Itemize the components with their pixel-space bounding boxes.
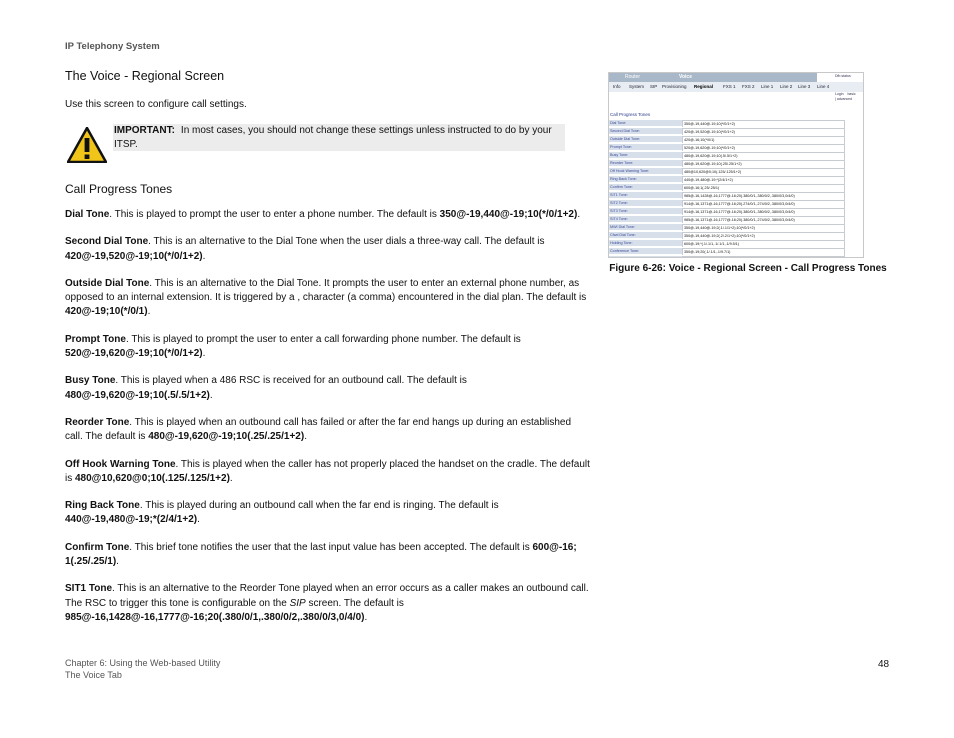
important-notice	[65, 124, 565, 162]
tone-description: . This is played during an outbound call when the far end is ringing. The default is	[139, 500, 499, 512]
tone-term: Reorder Tone	[65, 416, 130, 428]
figure-caption: Figure 6-26: Voice - Regional Screen - Call Progress Tones	[609, 263, 887, 274]
tone-term: Busy Tone	[65, 375, 116, 387]
tone-description: .	[116, 556, 119, 568]
intro-text: Use this screen to configure call settings.	[65, 99, 247, 110]
setting-input[interactable]: 350@-19,440@-19;2(.2/.2/1+2);10(*/0/1+2)	[682, 232, 845, 240]
subtab-line-4[interactable]: Line 4	[817, 84, 830, 89]
subtab-system[interactable]: System	[629, 84, 645, 89]
tone-paragraph	[65, 333, 590, 362]
tone-description: . This is played to prompt the user to enter a call forwarding phone number. The default is	[125, 333, 521, 345]
setting-label: Conference Tone:	[609, 248, 682, 254]
setting-label: Holding Tone:	[609, 240, 682, 246]
setting-input[interactable]: 440@-19,480@-19;*(2/4/1+2)	[682, 176, 845, 184]
setting-input[interactable]: 600@-19;*(.1/.1/1,.1/.1/1,.1/9.5/1)	[682, 240, 845, 248]
setting-label: Cfwd Dial Tone:	[609, 232, 682, 238]
tone-description: . This is an alternative to the Dial Tone. It prompts the user to enter an external phone number, as opposed to an internal extension. It is triggered by a , character (a comma) encountered in the dial plan. The default is	[65, 277, 587, 304]
tone-default: 480@-19,620@-19;10(.25/.25/1+2)	[148, 431, 305, 443]
setting-label: Confirm Tone:	[609, 184, 682, 190]
subtab-info[interactable]: Info	[613, 84, 621, 89]
tone-description: . This is played when the caller has not properly placed the handset on the cradle. The default is	[65, 458, 590, 484]
setting-label: Prompt Tone:	[609, 144, 682, 150]
settings-grid	[609, 119, 844, 258]
setting-row	[609, 239, 844, 247]
setting-input[interactable]: 350@-19;20(.1/.1/1,.1/9.7/1)	[682, 248, 845, 256]
tone-description: .	[197, 514, 200, 526]
setting-row	[609, 159, 844, 167]
tone-default: 440@-19,480@-19;*(2/4/1+2)	[65, 514, 198, 526]
footer-chapter: Chapter 6: Using the Web-based Utility	[65, 658, 221, 668]
notice-body: In most cases, you should not change these settings unless instructed to do by your ITSP.	[114, 125, 552, 150]
tone-paragraph	[65, 416, 590, 445]
tone-term: Dial Tone	[65, 209, 110, 220]
setting-row	[609, 151, 844, 159]
setting-label: Ring Back Tone:	[609, 176, 682, 182]
tone-description: . This is played when a 486 RSC is received for an outbound call. The default is	[115, 375, 467, 387]
screenshot-section-label: Call Progress Tones	[610, 112, 651, 117]
tone-description: . This is an alternative to the Dial Tone when the user dials a three-way call. The default is	[148, 236, 545, 248]
subtab-provisioning[interactable]: Provisioning	[662, 84, 687, 89]
tone-default: 350@-19,440@-19;10(*/0/1+2)	[439, 209, 578, 220]
subtab-sip[interactable]: SIP	[650, 84, 658, 89]
tone-paragraph	[65, 374, 590, 403]
setting-label: MWI Dial Tone:	[609, 224, 682, 230]
setting-input[interactable]: 480@-19,620@-19;10(.5/.5/1+2)	[682, 152, 845, 160]
setting-input[interactable]: 985@-16,1428@-16,1777@-16;20(.380/0/1,.380/0/2,.380/0/3,0/4/0)	[682, 192, 845, 200]
tone-paragraph	[65, 235, 590, 264]
subtab-line-2[interactable]: Line 2	[780, 84, 793, 89]
setting-label: Busy Tone:	[609, 152, 682, 158]
setting-input[interactable]: 350@-19,440@-19;2(.1/.1/1+2);10(*/0/1+2)	[682, 224, 845, 232]
tone-term: Confirm Tone	[65, 541, 130, 553]
tone-term: SIT1 Tone	[65, 583, 113, 595]
tone-default: 520@-19,620@-19;10(*/0/1+2)	[65, 348, 203, 360]
setting-row	[609, 223, 844, 231]
top-tab-bar	[609, 73, 817, 82]
tone-default: 420@-19,520@-19;10(*/0/1+2)	[65, 250, 203, 262]
setting-row	[609, 175, 844, 183]
tone-term: Outside Dial Tone	[65, 277, 150, 289]
subtab-fxs-1[interactable]: FXS 1	[723, 84, 736, 89]
setting-input[interactable]	[682, 256, 845, 258]
setting-row	[609, 215, 844, 223]
setting-label: Outside Dial Tone:	[609, 136, 682, 142]
setting-input[interactable]: 600@-16;1(.25/.25/1)	[682, 184, 845, 192]
setting-row	[609, 199, 844, 207]
tone-description: .	[209, 389, 213, 401]
subtab-line-1[interactable]: Line 1	[761, 84, 774, 89]
tone-default: 985@-16,1428@-16,1777@-16;20(.380/0/1,.380/0/2,.380/0/3,0/4/0)	[65, 611, 365, 623]
tone-descriptions	[65, 208, 590, 638]
tone-term: Off Hook Warning Tone	[65, 458, 176, 470]
tone-description: .	[229, 472, 233, 484]
tone-description: .	[202, 250, 206, 262]
tone-description: screen. The default is	[305, 597, 404, 609]
setting-row	[609, 183, 844, 191]
setting-label: Off Hook Warning Tone:	[609, 168, 682, 174]
tone-description: . This is played to prompt the user to enter a phone number. The default is	[109, 209, 440, 220]
setting-label	[609, 256, 682, 258]
setting-input[interactable]: 985@-16,1371@-16,1777@-16;20(.380/0/1,.274/0/2,.380/0/3,0/4/0)	[682, 216, 845, 224]
setting-label: Reorder Tone:	[609, 160, 682, 166]
tone-paragraph	[65, 499, 590, 528]
tone-term: Ring Back Tone	[65, 500, 140, 512]
tone-description: . This is an alternative to the Reorder Tone played when an error occurs as a caller makes an outbound call. The RSC to trigger this tone is configurable on the	[65, 583, 589, 609]
tone-description: .	[304, 431, 307, 443]
warning-icon	[67, 127, 107, 163]
setting-input[interactable]: 420@-16;10(*/0/1)	[682, 136, 845, 144]
setting-input[interactable]: 914@-16,1371@-16,1777@-16;20(.380/0/1,.380/0/2,.380/0/3,0/4/0)	[682, 208, 845, 216]
user-login-link[interactable]: Login basic	[835, 92, 856, 96]
advanced-link[interactable]: | advanced	[835, 96, 853, 101]
setting-input[interactable]: 914@-16,1371@-16,1777@-16;20(.274/0/1,.274/0/2,.380/0/3,0/4/0)	[682, 200, 845, 208]
setting-row	[609, 231, 844, 239]
tone-default: 600@-16; 1(.25/.25/1)	[65, 541, 577, 568]
section-heading: Call Progress Tones	[65, 182, 173, 196]
footer-section: The Voice Tab	[65, 669, 122, 680]
screen-reference: SIP	[289, 597, 306, 609]
tone-description: . This brief tone notifies the user that the last input value has been accepted. The default is	[129, 541, 533, 553]
notice-text	[114, 124, 562, 152]
tone-paragraph	[65, 208, 590, 222]
setting-row	[609, 167, 844, 175]
tone-description: . This is played when an outbound call has failed or after the far end hangs up during an established call. The default is	[65, 416, 572, 443]
tone-paragraph	[65, 458, 590, 487]
tone-description: .	[364, 611, 368, 623]
setting-label: SIT1 Tone:	[609, 192, 682, 198]
setting-row	[609, 207, 844, 215]
setting-input[interactable]: 480@10,620@0;10(.125/.125/1+2)	[682, 168, 845, 176]
setting-row	[609, 143, 844, 151]
setting-label: SIT2 Tone:	[609, 200, 682, 206]
tone-default: 480@10,620@0;10(.125/.125/1+2)	[75, 472, 230, 484]
tone-paragraph	[65, 277, 590, 320]
tone-paragraph	[65, 582, 590, 625]
setting-input[interactable]: 350@-19,440@-19;10(*/0/1+2)	[682, 120, 845, 128]
setting-label: SIT3 Tone:	[609, 208, 682, 214]
setting-input[interactable]: 520@-19,620@-19;10(*/0/1+2)	[682, 144, 845, 152]
tone-default: 420@-19;10(*/0/1)	[65, 306, 148, 318]
subtab-fxs-2[interactable]: FXS 2	[742, 84, 755, 89]
setting-row	[609, 191, 844, 199]
tone-default: 480@-19,620@-19;10(.5/.5/1+2)	[65, 389, 210, 401]
setting-row	[609, 119, 844, 127]
tone-paragraph	[65, 541, 590, 570]
running-header: IP Telephony System	[65, 41, 160, 52]
tone-term: Second Dial Tone	[65, 236, 149, 248]
tone-description: .	[147, 306, 151, 318]
footer	[65, 658, 220, 681]
tab-router[interactable]: Router	[625, 74, 641, 80]
setting-row	[609, 127, 844, 135]
dfb-status-link[interactable]: Dfb status	[835, 74, 851, 78]
subtab-regional[interactable]: Regional	[694, 84, 714, 89]
page-title: The Voice - Regional Screen	[65, 69, 225, 83]
setting-input[interactable]: 420@-19,520@-19;10(*/0/1+2)	[682, 128, 845, 136]
sub-tab-bar	[609, 82, 863, 92]
tone-term: Prompt Tone	[65, 333, 126, 345]
setting-row	[609, 255, 844, 258]
subtab-line-3[interactable]: Line 3	[798, 84, 811, 89]
screenshot-figure	[608, 72, 864, 258]
setting-input[interactable]: 480@-19,620@-19;10(.25/.25/1+2)	[682, 160, 845, 168]
tab-voice[interactable]: Voice	[679, 74, 692, 80]
setting-label: Dial Tone:	[609, 120, 682, 126]
tone-description: .	[202, 348, 206, 360]
page-number: 48	[878, 659, 890, 670]
setting-row	[609, 247, 844, 255]
notice-label: IMPORTANT:	[114, 125, 175, 136]
setting-label: Second Dial Tone:	[609, 128, 682, 134]
setting-row	[609, 135, 844, 143]
tone-description: .	[577, 209, 581, 220]
setting-label: SIT4 Tone:	[609, 216, 682, 222]
